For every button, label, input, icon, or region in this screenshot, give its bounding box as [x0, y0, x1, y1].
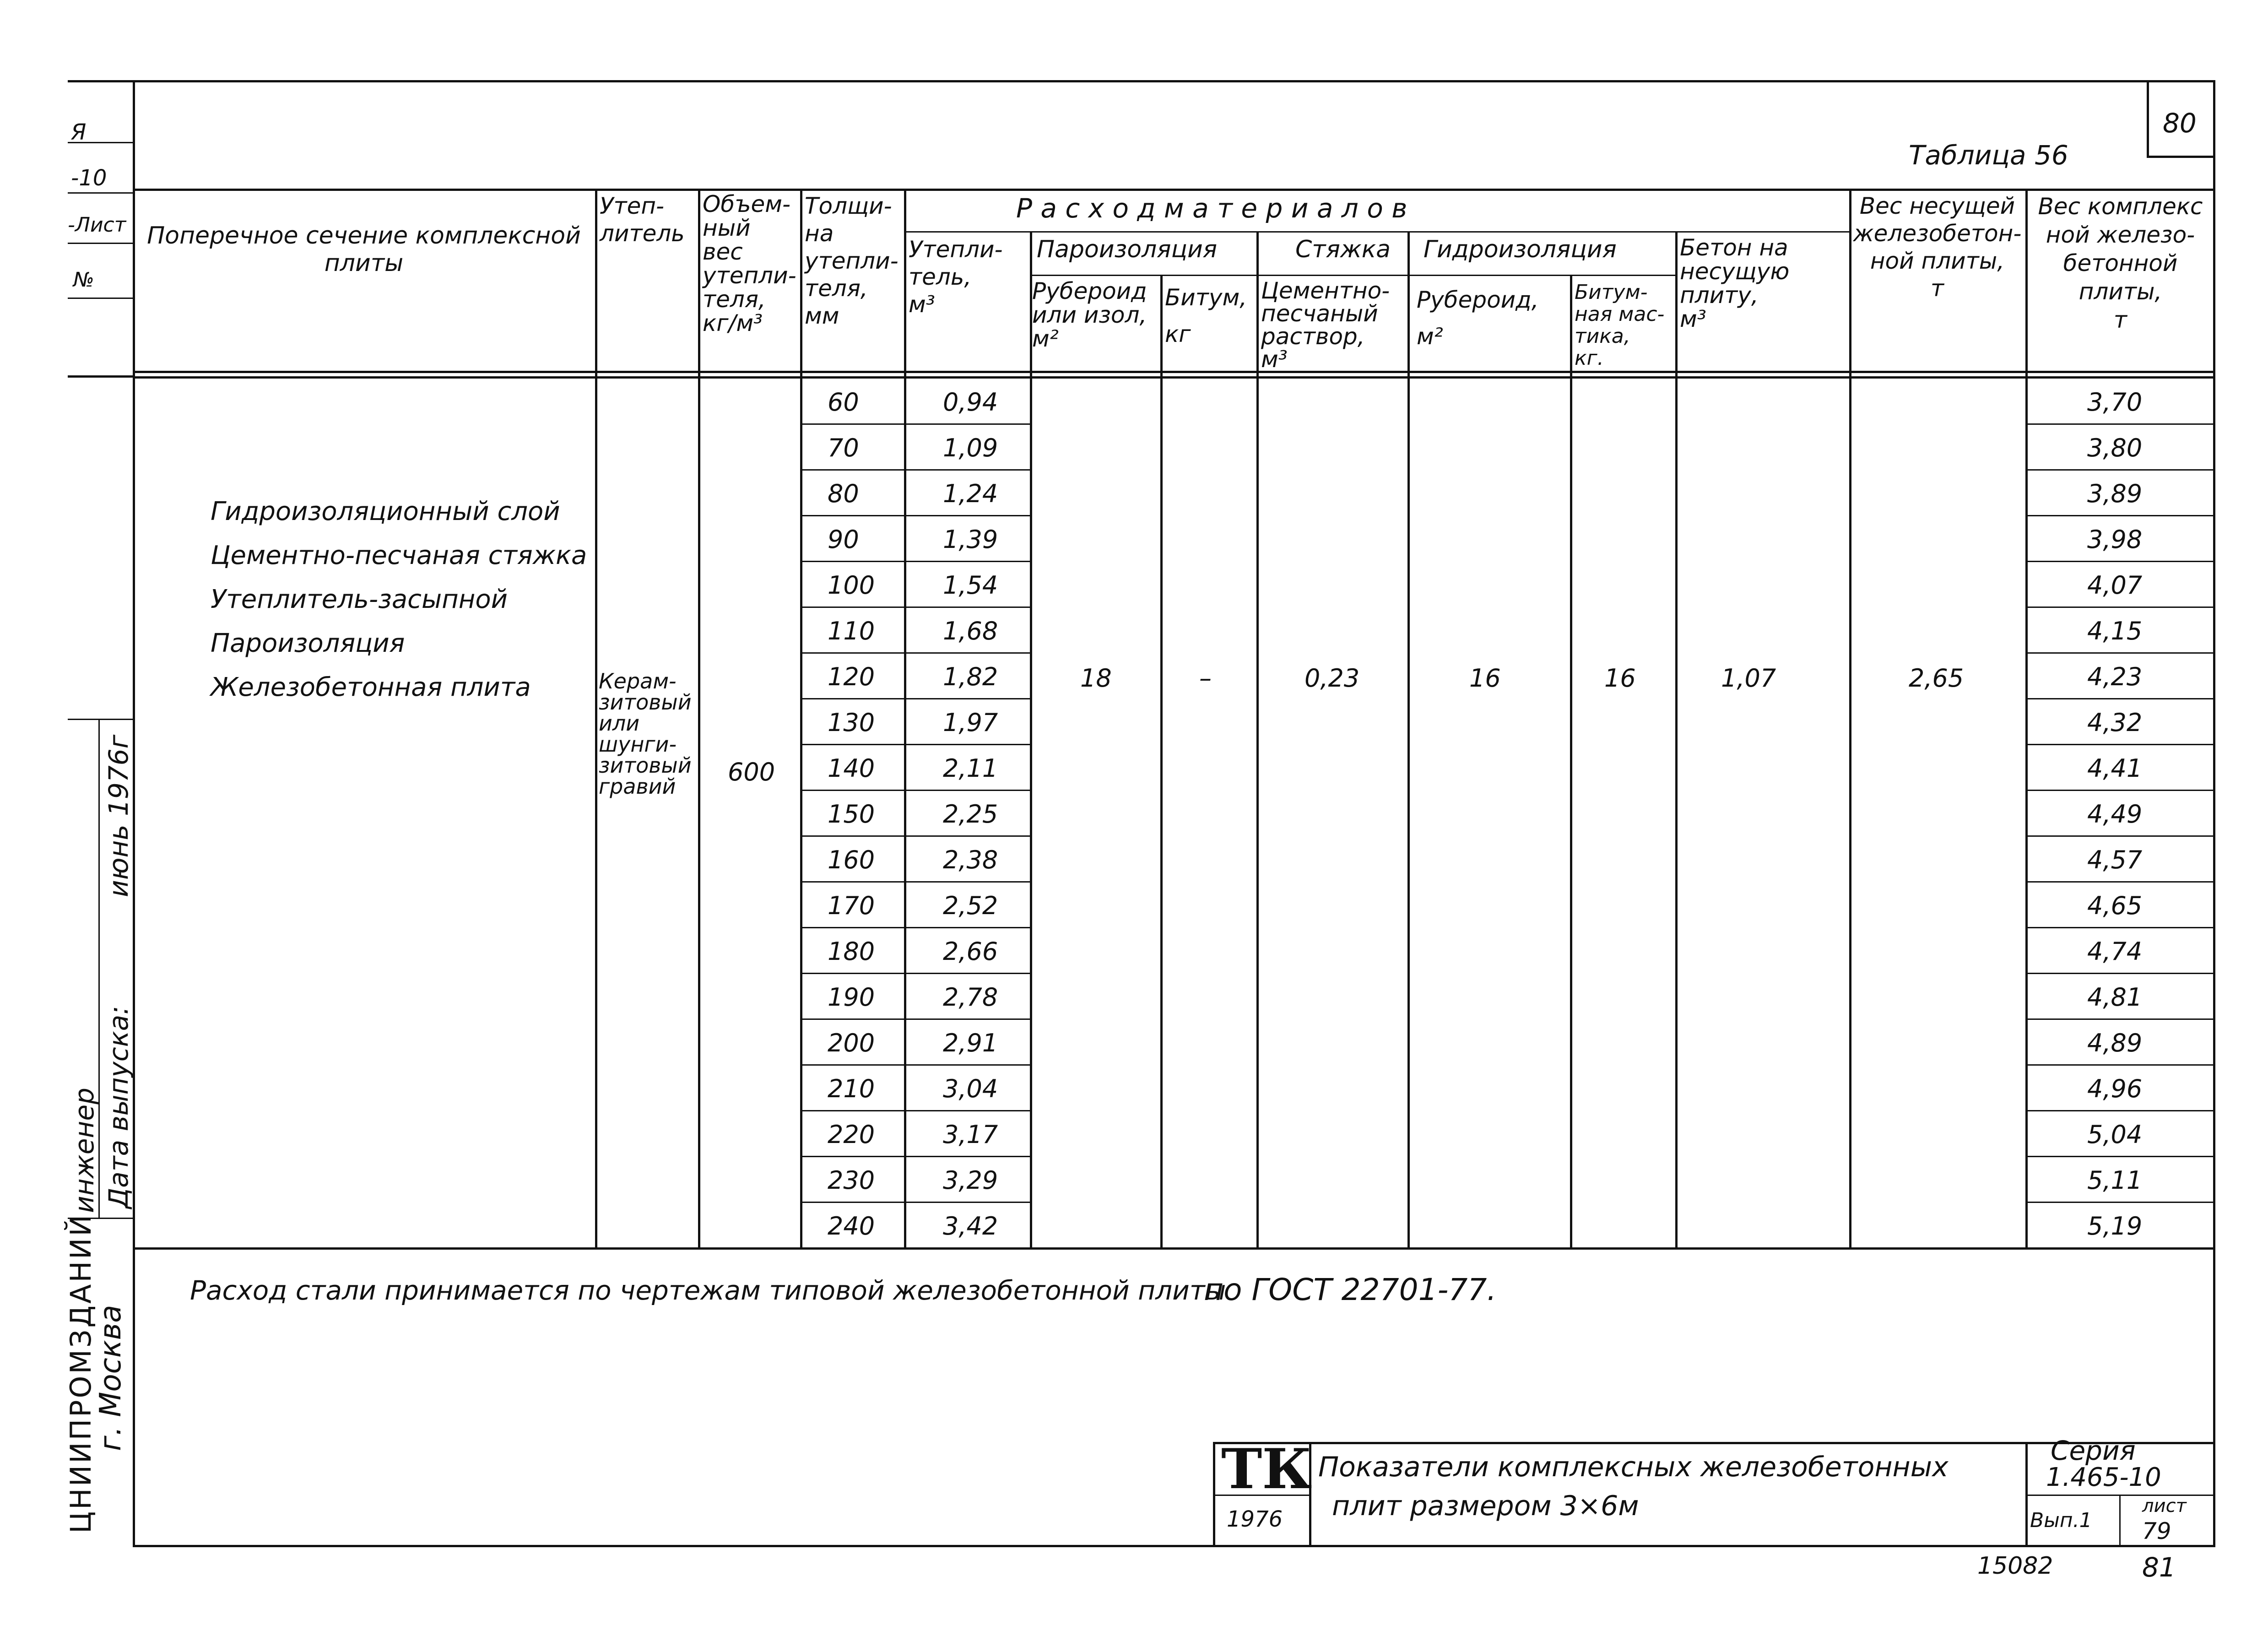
- row-divider: [800, 1156, 1030, 1157]
- header-vapor-barrier: Пароизоляция: [1037, 236, 1218, 263]
- row-volume: 1,54: [943, 571, 998, 600]
- row-weight: 4,96: [2087, 1074, 2143, 1103]
- row-volume: 0,94: [943, 388, 998, 417]
- volume-weight-value: 600: [728, 758, 775, 786]
- row-volume: 2,38: [943, 845, 998, 874]
- row-thickness: 110: [828, 617, 875, 645]
- row-weight: 3,70: [2087, 388, 2143, 417]
- row-weight: 4,23: [2087, 662, 2143, 691]
- row-divider: [2025, 698, 2215, 699]
- margin-label-a: Я: [71, 119, 87, 145]
- row-divider: [2025, 1110, 2215, 1111]
- slab-weight-value: 2,65: [1909, 664, 1964, 693]
- screed-value: 0,23: [1305, 664, 1360, 693]
- header-thickness: Толщи- на утепли- теля, мм: [805, 193, 899, 329]
- layer-item: Железобетонная плита: [211, 672, 531, 702]
- row-volume: 2,52: [943, 891, 998, 920]
- stamp-title-line2: плит размером 3×6м: [1332, 1490, 1639, 1522]
- row-thickness: 170: [828, 891, 875, 920]
- row-weight: 3,80: [2087, 433, 2143, 462]
- header-wp-ruberoid: Рубероид, м²: [1417, 287, 1539, 350]
- sheet-label: лист: [2142, 1495, 2187, 1517]
- row-divider: [800, 698, 1030, 699]
- row-weight: 4,49: [2087, 800, 2143, 829]
- header-consumption: Р а с х о д м а т е р и а л о в: [1016, 193, 1407, 224]
- row-volume: 1,24: [943, 479, 998, 508]
- row-volume: 2,25: [943, 800, 998, 829]
- row-weight: 4,65: [2087, 891, 2143, 920]
- header-concrete: Бетон на несущую плиту, м³: [1680, 234, 1790, 332]
- steel-note-reference: по ГОСТ 22701-77.: [1204, 1272, 1497, 1307]
- row-thickness: 220: [828, 1120, 875, 1149]
- row-volume: 1,68: [943, 617, 998, 645]
- row-weight: 5,04: [2087, 1120, 2143, 1149]
- layer-item: Утеплитель-засыпной: [211, 585, 508, 614]
- row-thickness: 70: [828, 433, 859, 462]
- header-cross-section: Поперечное сечение комплексной плиты: [147, 222, 581, 277]
- row-thickness: 160: [828, 845, 875, 874]
- header-screed-mortar: Цементно- песчаный раствор, м³: [1261, 277, 1390, 373]
- row-divider: [800, 881, 1030, 883]
- layer-item: Пароизоляция: [211, 628, 405, 658]
- row-thickness: 210: [828, 1074, 875, 1103]
- row-divider: [800, 973, 1030, 974]
- row-volume: 2,78: [943, 983, 998, 1012]
- margin-label-b: -10: [71, 165, 107, 191]
- row-volume: 2,11: [943, 754, 998, 783]
- margin-date-label: Дата выпуска:: [103, 1006, 134, 1208]
- row-divider: [2025, 652, 2215, 654]
- layer-item: Цементно-песчаная стяжка: [211, 541, 587, 570]
- row-thickness: 190: [828, 983, 875, 1012]
- row-divider: [2025, 973, 2215, 974]
- header-insulation-volume: Утепли- тель, м³: [909, 236, 1003, 318]
- header-wp-mastic: Битум- ная мас- тика, кг.: [1575, 281, 1665, 370]
- issue-number: Вып.1: [2030, 1509, 2092, 1532]
- row-volume: 3,04: [943, 1074, 998, 1103]
- row-thickness: 180: [828, 937, 875, 966]
- row-volume: 1,97: [943, 708, 998, 737]
- row-volume: 3,29: [943, 1166, 998, 1195]
- row-weight: 4,81: [2087, 983, 2143, 1012]
- header-waterproofing: Гидроизоляция: [1424, 236, 1617, 263]
- row-divider: [2025, 1202, 2215, 1203]
- row-weight: 4,07: [2087, 571, 2143, 600]
- row-volume: 1,39: [943, 525, 998, 554]
- row-weight: 4,89: [2087, 1029, 2143, 1057]
- row-volume: 3,17: [943, 1120, 998, 1149]
- row-weight: 5,11: [2087, 1166, 2143, 1195]
- row-divider: [800, 515, 1030, 516]
- row-thickness: 240: [828, 1212, 875, 1240]
- page-number: 80: [2163, 108, 2197, 139]
- row-divider: [800, 1064, 1030, 1066]
- table-title: Таблица 56: [1909, 140, 2068, 171]
- concrete-value: 1,07: [1721, 664, 1776, 693]
- margin-engineer: инженер: [69, 1088, 100, 1213]
- row-thickness: 90: [828, 525, 859, 554]
- row-thickness: 80: [828, 479, 859, 508]
- row-divider: [2025, 561, 2215, 562]
- row-divider: [2025, 469, 2215, 471]
- row-thickness: 60: [828, 388, 859, 417]
- header-vb-bitumen: Битум, кг: [1165, 284, 1247, 347]
- vb-ruberoid-value: 18: [1080, 664, 1112, 693]
- wp-ruberoid-value: 16: [1469, 664, 1501, 693]
- margin-city: г. Москва: [94, 1305, 128, 1451]
- row-thickness: 230: [828, 1166, 875, 1195]
- vb-bitumen-value: –: [1199, 664, 1212, 693]
- row-weight: 4,57: [2087, 845, 2143, 874]
- stamp-title-line1: Показатели комплексных железобетонных: [1318, 1451, 1949, 1483]
- header-volume-weight: Объем- ный вес утепли- теля, кг/м³: [703, 191, 796, 336]
- insulation-type: Керам- зитовый или шунги- зитовый гравий: [599, 669, 692, 799]
- layer-list: [211, 490, 587, 710]
- row-weight: 4,74: [2087, 937, 2143, 966]
- row-divider: [2025, 515, 2215, 516]
- series-label: Серия: [2051, 1435, 2136, 1466]
- row-thickness: 130: [828, 708, 875, 737]
- row-divider: [800, 1018, 1030, 1020]
- wp-mastic-value: 16: [1604, 664, 1636, 693]
- series-number: 1.465-10: [2046, 1462, 2161, 1492]
- row-divider: [2025, 1156, 2215, 1157]
- row-divider: [800, 744, 1030, 745]
- row-divider: [2025, 927, 2215, 928]
- row-weight: 3,89: [2087, 479, 2143, 508]
- row-divider: [800, 927, 1030, 928]
- row-weight: 3,98: [2087, 525, 2143, 554]
- row-thickness: 120: [828, 662, 875, 691]
- bottom-code-right: 81: [2142, 1552, 2176, 1583]
- row-divider: [800, 835, 1030, 837]
- layer-item: Гидроизоляционный слой: [211, 497, 560, 526]
- margin-label-d: №: [73, 268, 94, 292]
- row-divider: [2025, 423, 2215, 425]
- row-volume: 3,42: [943, 1212, 998, 1240]
- stamp-year: 1976: [1227, 1506, 1283, 1532]
- steel-note: Расход стали принимается по чертежам типовой железобетонной плиты: [190, 1275, 1226, 1306]
- row-divider: [800, 790, 1030, 791]
- row-thickness: 200: [828, 1029, 875, 1057]
- row-weight: 4,32: [2087, 708, 2143, 737]
- row-volume: 2,91: [943, 1029, 998, 1057]
- row-divider: [800, 607, 1030, 608]
- header-insulation: Утеп- литель: [600, 193, 685, 247]
- sheet-number: 79: [2142, 1518, 2171, 1544]
- row-weight: 4,41: [2087, 754, 2143, 783]
- row-divider: [800, 561, 1030, 562]
- row-weight: 4,15: [2087, 617, 2143, 645]
- row-divider: [2025, 1018, 2215, 1020]
- row-thickness: 150: [828, 800, 875, 829]
- margin-date-value: июнь 1976г: [103, 734, 134, 897]
- row-thickness: 100: [828, 571, 875, 600]
- row-volume: 2,66: [943, 937, 998, 966]
- row-divider: [800, 1110, 1030, 1111]
- row-thickness: 140: [828, 754, 875, 783]
- row-divider: [800, 469, 1030, 471]
- row-divider: [2025, 881, 2215, 883]
- row-volume: 1,09: [943, 433, 998, 462]
- row-divider: [2025, 835, 2215, 837]
- bottom-code-left: 15082: [1977, 1552, 2053, 1580]
- row-divider: [2025, 607, 2215, 608]
- row-divider: [2025, 744, 2215, 745]
- margin-label-c: -Лист: [68, 213, 126, 237]
- row-divider: [800, 652, 1030, 654]
- row-divider: [800, 423, 1030, 425]
- row-divider: [800, 1202, 1030, 1203]
- header-complex-weight: Вес комплекс ной железо- бетонной плиты, т: [2038, 193, 2203, 333]
- row-volume: 1,82: [943, 662, 998, 691]
- header-slab-weight: Вес несущей железобетон- ной плиты, т: [1853, 193, 2022, 302]
- margin-org: ЦНИИПРОМЗДАНИЙ: [64, 1213, 97, 1533]
- row-divider: [2025, 1064, 2215, 1066]
- row-weight: 5,19: [2087, 1212, 2143, 1240]
- tk-logo: ТК: [1221, 1437, 1312, 1501]
- header-screed: Стяжка: [1295, 236, 1391, 263]
- header-vb-ruberoid: Рубероид или изол, м²: [1032, 278, 1147, 352]
- row-divider: [2025, 790, 2215, 791]
